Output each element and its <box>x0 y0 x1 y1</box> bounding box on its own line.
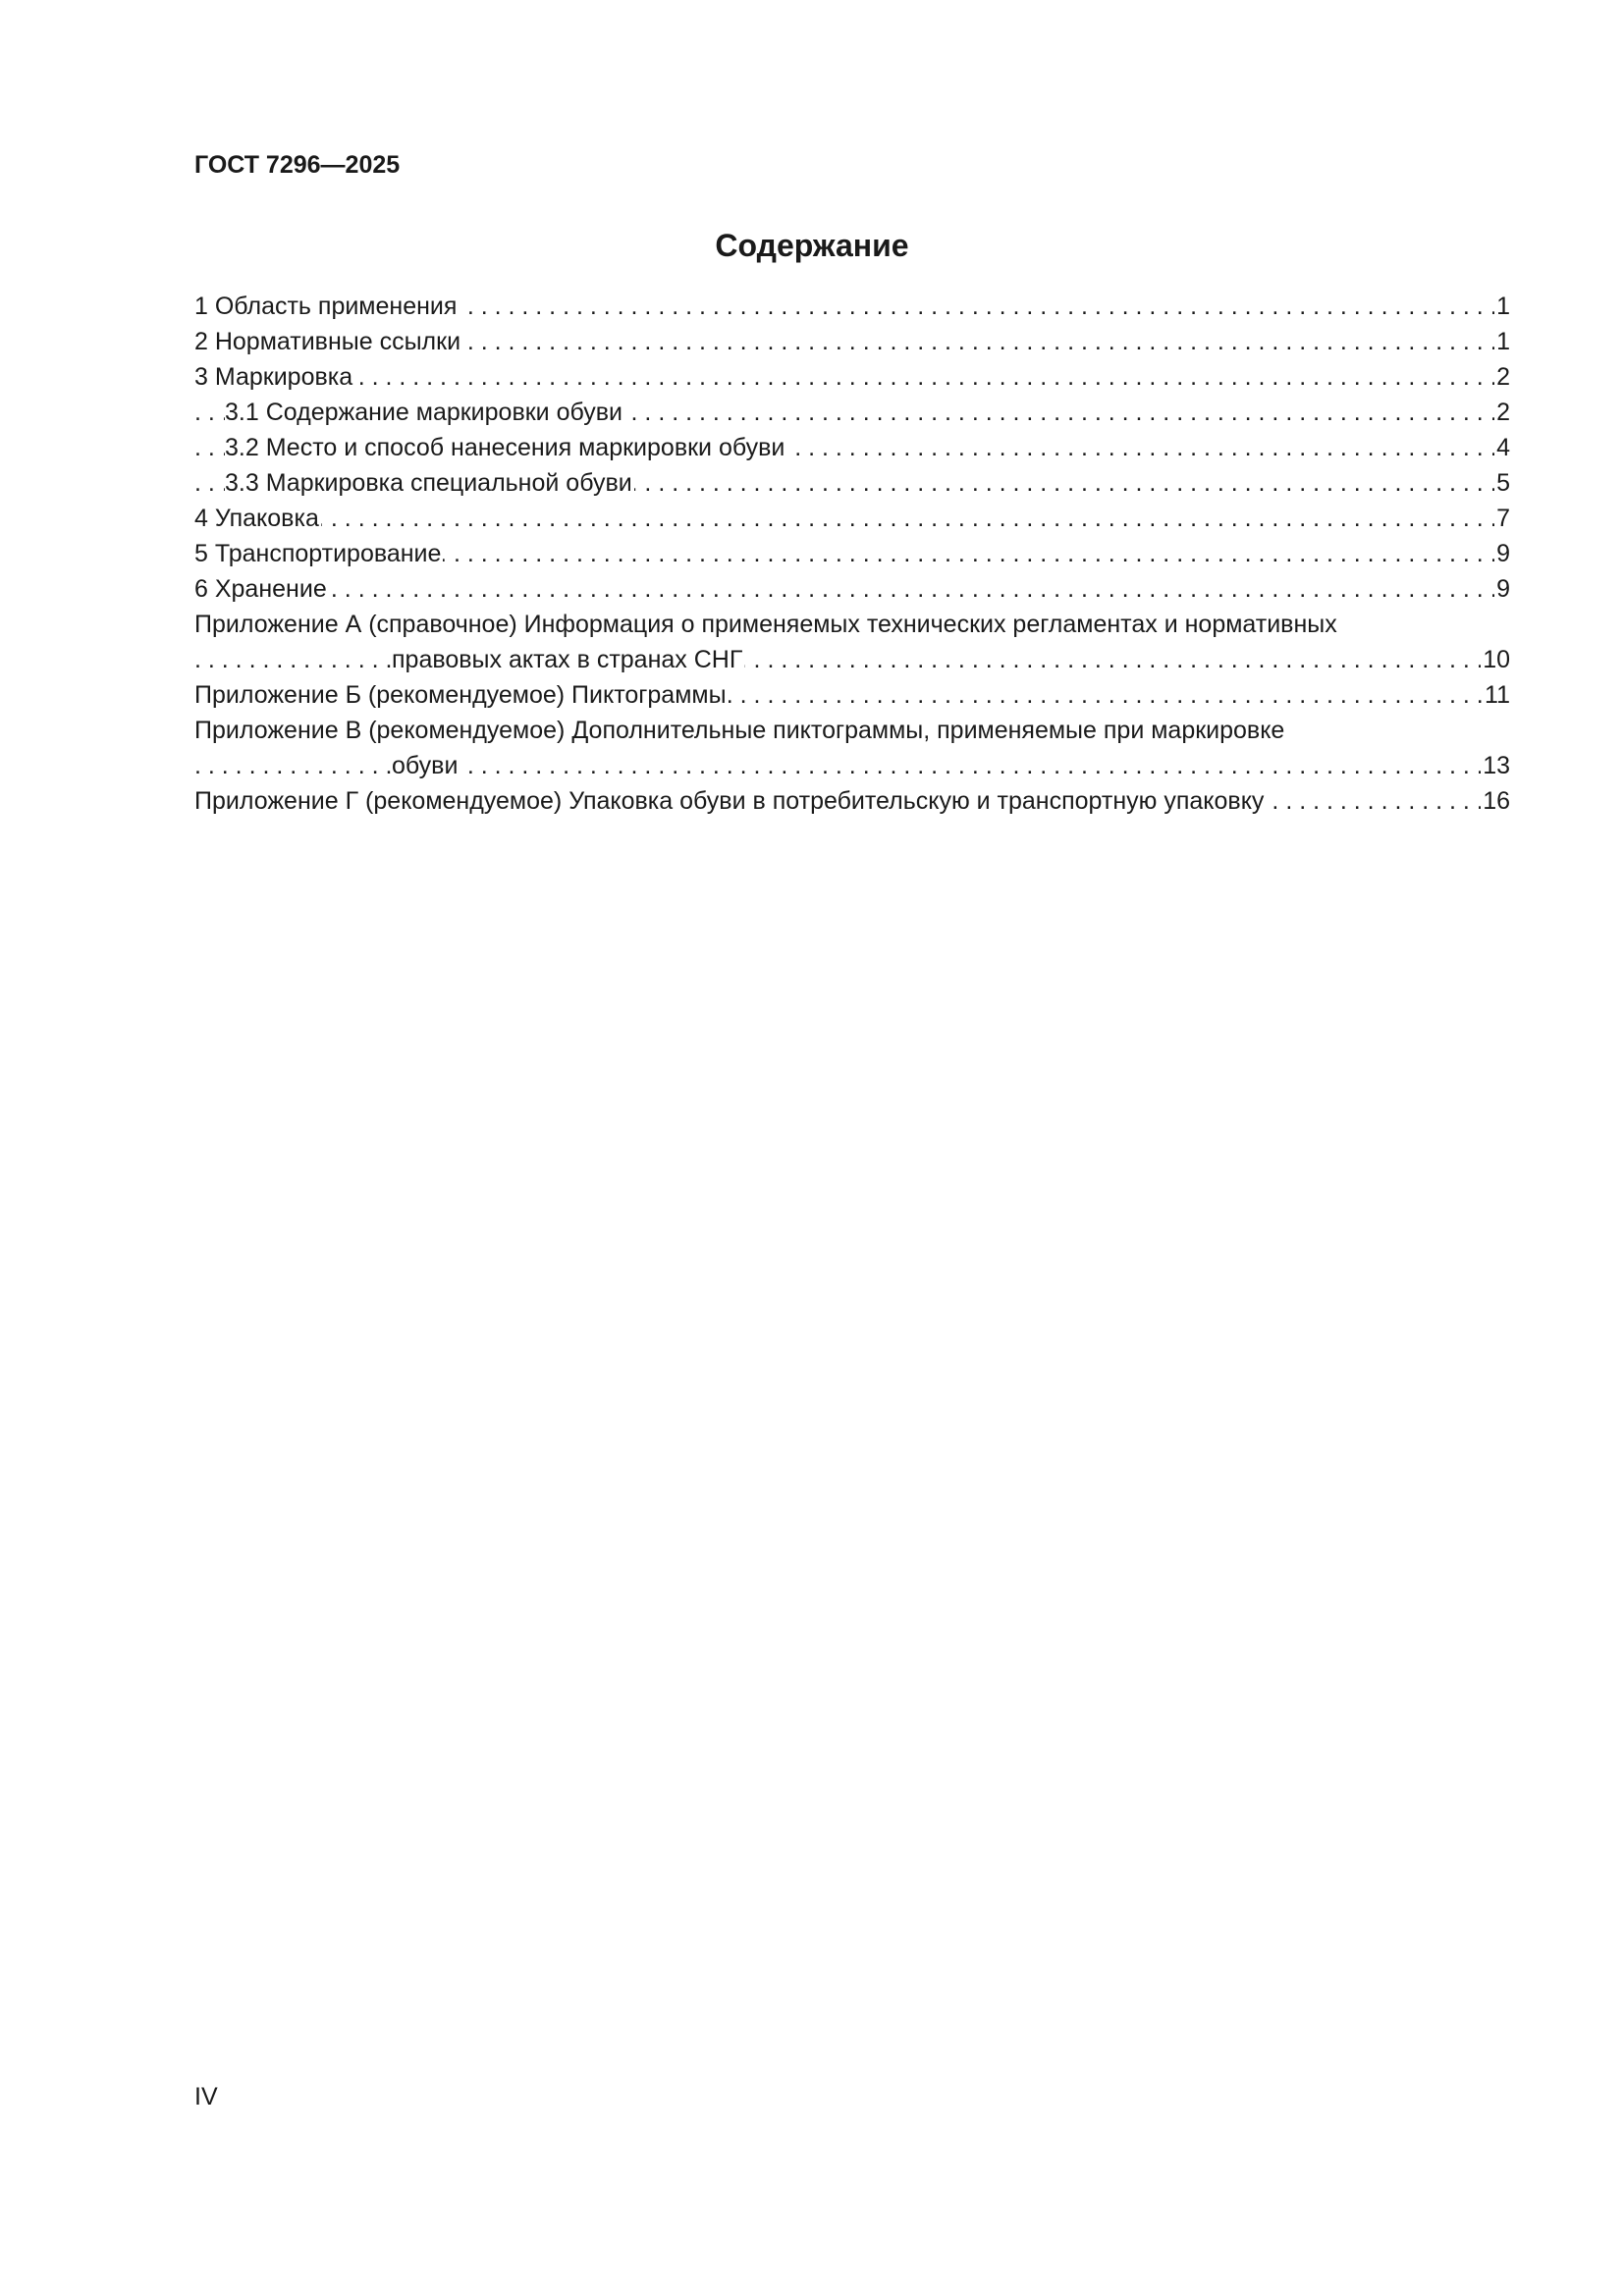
toc-entry-page: 1 <box>1494 289 1510 324</box>
toc-entry-label: 2 Нормативные ссылки <box>194 324 462 359</box>
toc-entry-label: 1 Область применения <box>194 289 459 324</box>
toc-entry-label: правовых актах в странах СНГ <box>392 642 744 677</box>
toc-entry-page: 7 <box>1494 501 1510 536</box>
toc-entry-label: 3 Маркировка <box>194 359 354 395</box>
toc-entry-page: 4 <box>1494 430 1510 465</box>
toc-entry-label: 6 Хранение <box>194 571 329 607</box>
toc-entry[interactable] <box>194 324 1510 359</box>
toc-title: Содержание <box>715 228 909 263</box>
toc-entry[interactable] <box>194 536 1510 571</box>
toc-entry-label: 3.3 Маркировка специальной обуви <box>225 465 634 501</box>
toc-entry[interactable] <box>194 501 1510 536</box>
toc-entry-label: 5 Транспортирование <box>194 536 443 571</box>
toc-appendix-entry[interactable] <box>194 607 1510 642</box>
toc-entry[interactable] <box>194 289 1510 324</box>
toc-entry[interactable] <box>194 359 1510 395</box>
toc-entry-page: 1 <box>1494 324 1510 359</box>
toc-appendix-entry[interactable] <box>194 677 1510 713</box>
document-code: ГОСТ 7296—2025 <box>194 151 401 179</box>
toc-entry-page: 9 <box>1494 571 1510 607</box>
toc-appendix-entry[interactable] <box>194 783 1510 819</box>
page-number: IV <box>194 2083 218 2110</box>
toc-appendix-continuation[interactable] <box>194 748 1510 783</box>
dot-leader <box>194 501 1510 536</box>
toc-entry-page: 10 <box>1481 642 1510 677</box>
toc-entry-label: Приложение В (рекомендуемое) Дополнительные пиктограммы, применяемые при маркировке <box>194 713 1286 748</box>
toc-subentry[interactable] <box>194 465 1510 501</box>
toc-entry[interactable] <box>194 571 1510 607</box>
toc-entry-page: 5 <box>1494 465 1510 501</box>
toc-appendix-entry[interactable] <box>194 713 1510 748</box>
dot-leader <box>194 359 1510 395</box>
toc-entry-page: 16 <box>1481 783 1510 819</box>
table-of-contents <box>194 289 1510 819</box>
toc-subentry[interactable] <box>194 430 1510 465</box>
toc-entry-label: 4 Упаковка <box>194 501 321 536</box>
toc-entry-page: 11 <box>1483 677 1510 713</box>
toc-entry-page: 2 <box>1494 359 1510 395</box>
toc-entry-label: 3.1 Содержание маркировки обуви <box>225 395 624 430</box>
dot-leader <box>194 571 1510 607</box>
toc-entry-page: 9 <box>1494 536 1510 571</box>
toc-subentry[interactable] <box>194 395 1510 430</box>
toc-entry-label: 3.2 Место и способ нанесения маркировки обуви <box>225 430 786 465</box>
toc-entry-page: 2 <box>1494 395 1510 430</box>
toc-entry-label: Приложение Б (рекомендуемое) Пиктограммы <box>194 677 729 713</box>
toc-entry-label: Приложение Г (рекомендуемое) Упаковка обуви в потребительскую и транспортную упаковку <box>194 783 1266 819</box>
toc-entry-page: 13 <box>1481 748 1510 783</box>
toc-entry-label: обуви <box>392 748 460 783</box>
toc-entry-label: Приложение А (справочное) Информация о применяемых технических регламентах и нормативных <box>194 607 1339 642</box>
toc-appendix-continuation[interactable] <box>194 642 1510 677</box>
